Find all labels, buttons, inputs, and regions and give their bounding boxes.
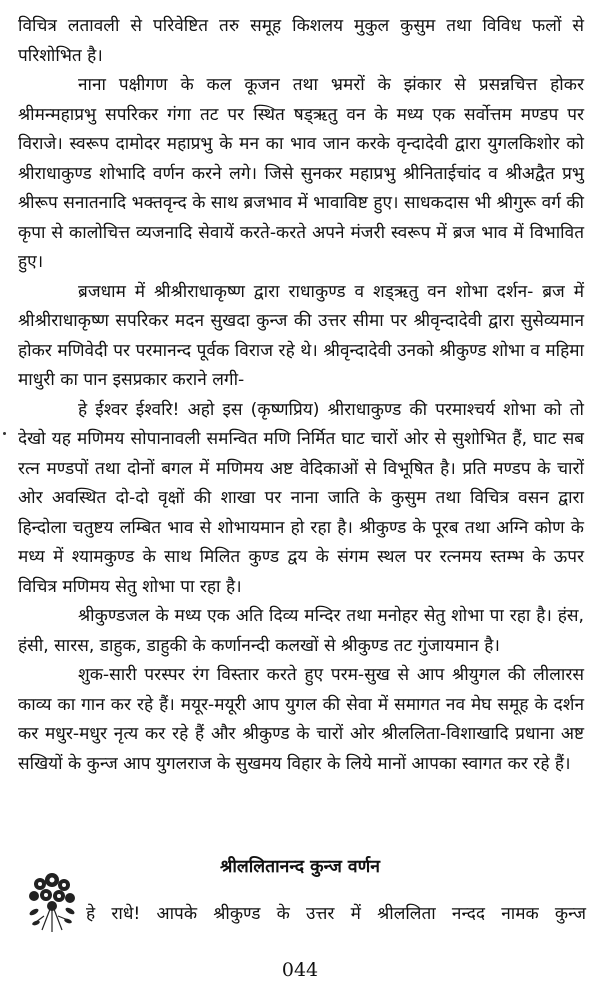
paragraph-4: हे ईश्वर ईश्वरि! अहो इस (कृष्णप्रिय) श्रीराधाकुण्ड की परमाश्चर्य शोभा को तो देखो यह मणिमय सोपानावली समन्वित मणि निर्मित घाट चारों ओर से सुशोभित हैं, घाट सब रत्न मण्डपों तथा दोनों बगल में मणिमय अष्ट वेदिकाओं से विभूषित है। प्रति मण्डप के चारों ओर अवस्थित दो-दो वृक्षों की शाखा पर नाना जाति के कुसुम तथा विचित्र वसन द्वारा हिन्दोला चतुष्टय लम्बित भाव से शोभायमान हो रहा है। श्रीकुण्ड के पूरब तथा अग्नि कोण के मध्य में श्यामकुण्ड के साथ मिलित कुण्ड द्वय के संगम स्थल पर रत्नमय स्तम्भ के ऊपर विचित्र मणिमय सेतु शोभा पा रहा है।: [18, 399, 584, 597]
paragraph-1: विचित्र लतावली से परिवेष्टित तरु समूह किशलय मुकुल कुसुम तथा विविध फलों से परिशोभित है।: [18, 16, 584, 66]
section-title: श्रीललितानन्द कुन्ज वर्णन: [219, 857, 381, 877]
paragraph-6: शुक-सारी परस्पर रंग विस्तार करते हुए परम-सुख से आप श्रीयुगल की लीलारस काव्य का गान कर रहे हैं। मयूर-मयूरी आप युगल की सेवा में समागत नव मेघ समूह के दर्शन कर मधुर-मधुर नृत्य कर रहे हैं और श्रीकुण्ड के चारों ओर श्रीललिता-विशाखादि प्रधाना अष्ट सखियों के कुन्ज आप युगलराज के सुखमय विहार के लिये मानों आपका स्वागत कर रहे हैं।: [18, 665, 584, 774]
body-text: [18, 12, 584, 779]
paragraph-2: नाना पक्षीगण के कल कूजन तथा भ्रमरों के झंकार से प्रसन्नचित्त होकर श्रीमन्महाप्रभु सपरिकर गंगा तट पर स्थित षड्ऋतु वन के मध्य एक सर्वोत्तम मण्डप पर विराजे। स्वरूप दामोदर महाप्रभु के मन का भाव जान करके वृन्दादेवी द्वारा युगलकिशोर को श्रीराधाकुण्ड शोभादि वर्णन करने लगे। जिसे सुनकर महाप्रभु श्रीनिताईचांद व श्रीअद्वैत प्रभु श्रीरूप सनातनादि भक्तवृन्द के साथ ब्रजभाव में भावाविष्ट हुए। साधकदास भी श्रीगुरू वर्ग की कृपा से कालोचित्त व्यजनादि सेवायें करते-करते अपने मंजरी स्वरूप में ब्रज भाव में विभावित हुए।: [18, 75, 584, 272]
flower-bouquet-icon: [22, 870, 80, 934]
closing-text-line: हे राधे! आपके श्रीकुण्ड के उत्तर में श्रीललिता नन्दद नामक कुन्ज: [86, 904, 586, 924]
paragraph-3: ब्रजधाम में श्रीश्रीराधाकृष्ण द्वारा राधाकुण्ड व शड्ऋतु वन शोभा दर्शन- ब्रज में श्रीश्रीराधाकृष्ण सपरिकर मदन सुखदा कुन्ज की उत्तर सीमा पर श्रीवृन्दादेवी द्वारा सुसेव्यमान होकर मणिवेदी पर परमानन्द पूर्वक विराज रहे थे। श्रीवृन्दादेवी उनको श्रीकुण्ड शोभा व महिमा माधुरी का पान इसप्रकार कराने लगी-: [18, 281, 584, 390]
paragraph-5: श्रीकुण्डजल के मध्य एक अति दिव्य मन्दिर तथा मनोहर सेतु शोभा पा रहा है। हंस, हंसी, सारस, डाहुक, डाहुकी के कर्णानन्दी कलखों से श्रीकुण्ड तट गुंजायमान है।: [18, 606, 584, 656]
page-number: 044: [281, 959, 319, 981]
stray-dot: [3, 432, 6, 435]
